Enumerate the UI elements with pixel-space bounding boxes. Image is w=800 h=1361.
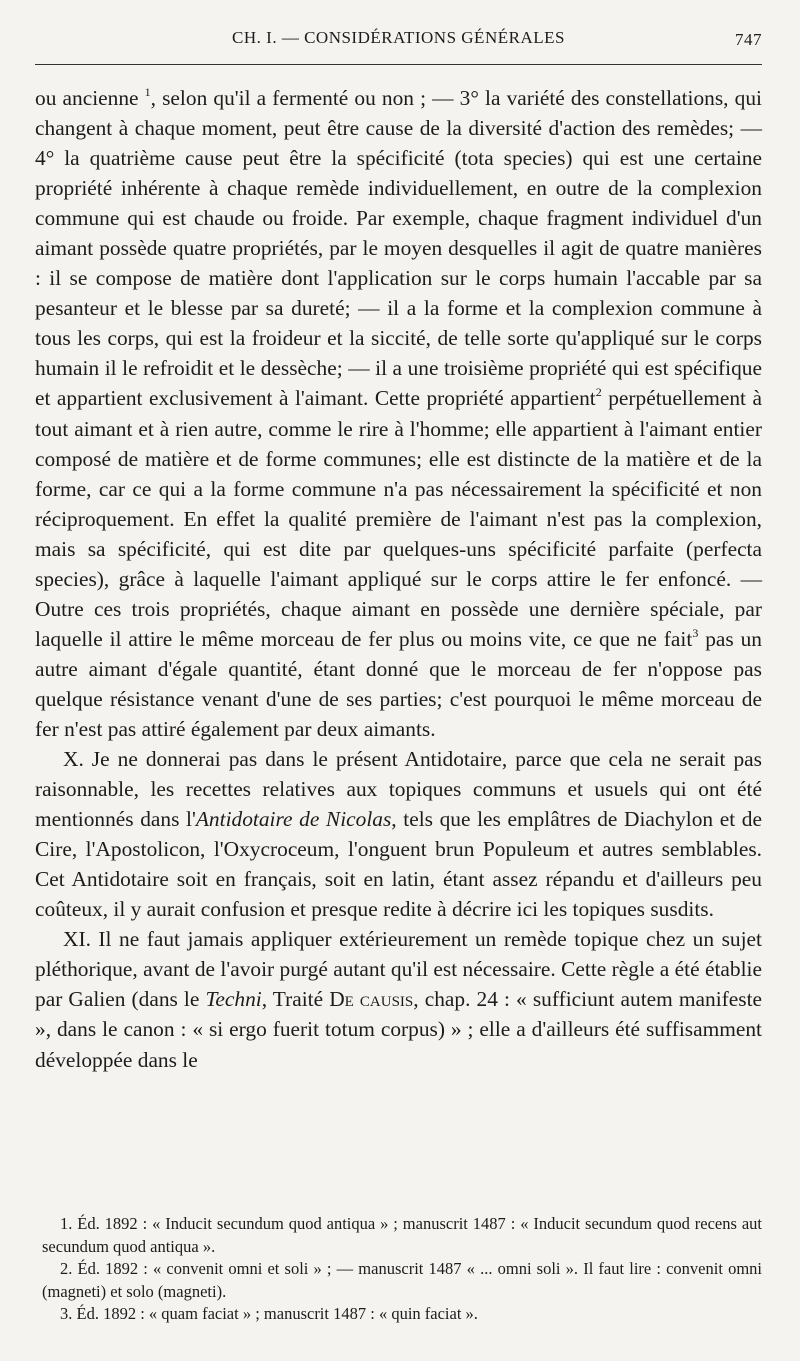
- paragraph-x: X. Je ne donnerai pas dans le présent Antidotaire, parce que cela ne serait pas raisonnable, les recettes relatives aux topiques communs et usuels qui ont été mentionnés dans l'Antidotaire de Nicolas, tels que les emplâtres de Diachylon et de Cire, l'Apostolicon, l'Oxycroceum, l'onguent brun Populeum et autres semblables. Cet Antidotaire soit en français, soit en latin, étant assez répandu et d'ailleurs peu coûteux, il y aurait confusion et presque redite à décrire ici les topiques susdits.: [35, 747, 762, 922]
- page-number: 747: [735, 30, 762, 49]
- footnote-1: 1. Éd. 1892 : « Inducit secundum quod antiqua » ; manuscrit 1487 : « Inducit secundum quod recens aut secundum quod antiqua ».: [42, 1214, 762, 1256]
- footnote-2: 2. Éd. 1892 : « convenit omni et soli » ; — manuscrit 1487 « ... omni soli ». Il faut lire : convenit omni (magneti) et solo (magneti).: [42, 1259, 762, 1301]
- running-header: [35, 28, 762, 56]
- header-rule: [35, 64, 762, 65]
- paragraph-xi: XI. Il ne faut jamais appliquer extérieurement un remède topique chez un sujet pléthorique, avant de l'avoir purgé autant qu'il est nécessaire. Cette règle a été établie par Galien (dans le Techni, Traité De causis, chap. 24 : « sufficiunt autem manifeste », dans le canon : « si ergo fuerit totum corpus) » ; elle a d'ailleurs été suffisamment développée dans le: [35, 927, 763, 1072]
- paragraph-continuation: ou ancienne $^1$, selon qu'il a fermenté ou non ; — 3° la variété des constellations, qui changent à chaque moment, peut être cause de la diversité d'action des remèdes; — 4° la quatrième cause peut être la spécificité (tota species) qui est une certaine propriété inhérente à chaque remède individuellement, en outre de la complexion commune qui est chaude ou froide. Par exemple, chaque fragment individuel d'un aimant possède quatre propriétés, par le moyen desquelles il agit de quatre manières : il se compose de matière dont l'application sur le corps humain l'accable par sa pesanteur et le blesse par sa dureté; — il a la forme et la complexion commune à tous les corps, qui est la froideur et la siccité, de telle sorte qu'appliqué sur le corps humain il le refroidit et le dessèche; — il a une troisième propriété qui est spécifique et appartient exclusivement à l'aimant. Cette propriété appartient$^2$ perpétuellement à tout aimant et à rien autre, comme le rire à l'homme; elle appartient à l'aimant entier composé de matière et de forme communes; elle est distincte de la matière et de la forme, car ce qui a la forme commune n'a pas nécessairement la spécificité et non réciproquement. En effet la qualité première de l'aimant n'est pas la complexion, mais sa spécificité, qui est dite par quelques-uns spécificité parfaite (perfecta species), grâce à laquelle l'aimant appliqué sur le corps attire le fer enfoncé. — Outre ces trois propriétés, chaque aimant en possède une dernière spéciale, par laquelle il attire le même morceau de fer plus ou moins vite, ce que ne fait$^3$ pas un autre aimant d'égale quantité, étant donné que le morceau de fer n'oppose pas quelque résistance venant d'une de ses parties; c'est pourquoi le même morceau de fer n'est pas attiré également par deux aimants.: [35, 85, 762, 741]
- footnote-ref-2: 2: [595, 385, 602, 400]
- italic-title: Antidotaire de Nicolas: [195, 807, 392, 832]
- italic-work: Techni: [205, 987, 262, 1012]
- footnote-3: 3. Éd. 1892 : « quam faciat » ; manuscrit 1487 : « quin faciat ».: [60, 1304, 478, 1323]
- main-text: [35, 83, 762, 1075]
- footnote-ref-1: 1: [144, 85, 151, 99]
- smallcaps-work: De causis: [329, 987, 414, 1012]
- chapter-title: CH. I. — CONSIDÉRATIONS GÉNÉRALES: [232, 28, 565, 47]
- footnote-ref-3: 3: [692, 625, 699, 640]
- footnotes: [42, 1213, 762, 1326]
